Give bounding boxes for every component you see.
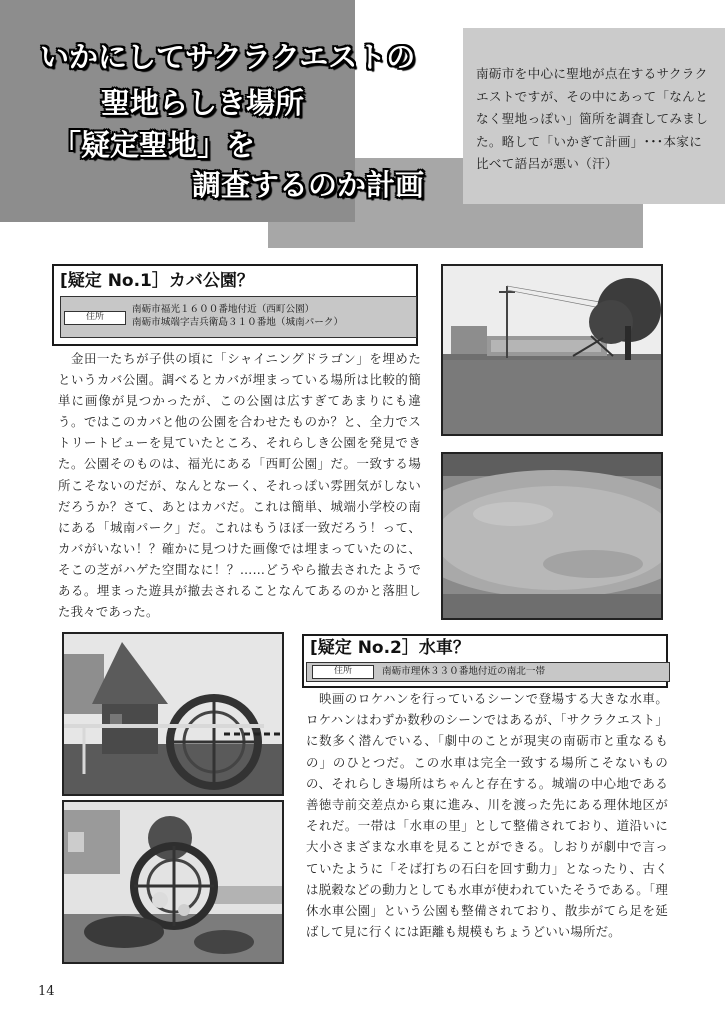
- photo-jonan-park: [441, 452, 663, 620]
- page-title-line-2: 聖地らしき場所: [101, 86, 305, 120]
- section1-title: [疑定 No.1］カバ公園？: [60, 271, 254, 291]
- page-number: 14: [38, 984, 55, 999]
- section1-body: [58, 348, 421, 622]
- section2-body: [306, 688, 668, 942]
- section2-body-paragraph: 映画のロケハンを行っているシーンで登場する大きな水車。ロケハンはわずか数秒のシーンではあるが、「サクラクエスト」に数多く潜んでいる、「劇中のことが現実の南砺市と重なるもの」のひとつだ。この水車は完全一致する場所こそないものの、それらしき場所はちゃんと存在する。城端の中心地である善徳寺前交差点から東に進み、川を渡った先にある理休地区がそれだ。一帯は「水車の里」として整備されており、道沿いに大小さまざまな水車を見ることができる。しおりが劇中で言っていたように「そば打ちの石臼を回す動力」となったり、古くは脱穀などの動力としても水車が使われていたそうである。「理休水車公園」という公園も整備されており、散歩がてら足を延ばして見に行くには距離も規模もちょうどいい場所だ。: [306, 691, 668, 940]
- section1-address-tag: 住所: [64, 311, 126, 325]
- section1-address-line-2: 南砺市城端字吉兵衛島３１０番地（城南パーク）: [132, 317, 344, 328]
- section2-address-tag: 住所: [312, 665, 374, 679]
- section2-address-line-1: 南砺市理休３３０番地付近の南北一帯: [382, 666, 546, 677]
- page-title-line-3: 「疑定聖地」を: [52, 128, 256, 162]
- page-title-line-4: 調査するのか計画: [192, 168, 425, 202]
- photo-waterwheel-garden: [62, 800, 284, 964]
- photo-waterwheel-hut: [62, 632, 284, 796]
- section1-body-paragraph: 金田一たちが子供の頃に「シャイニングドラゴン」を埋めたというカバ公園。調べるとカバが埋まっている場所は比較的簡単に画像が見つかったが、この公園は広すぎてあまりにも違う。ではこのカバと他の公園を合わせたものか？と、全力でストリートビューを見ていたところ、それらしき公園を発見できた。公園そのものは、福光にある「西町公園」だ。一致する場所こそないのだが、なんとなーく、それっぽい雰囲気がしないだろうか？さて、あとはカバだ。これは簡単、城端小学校の南にある「城南パーク」だ。これはもうほぼ一致だろう！って、カバがいない！？確かに見つけた画像では埋まっていたのに、そこの芝がハゲた空間なに！？……どうやら撤去されたようである。埋まった遊具が撤去されることなんてあるのかと落胆した我々であった。: [58, 351, 421, 620]
- intro-text: 南砺市を中心に聖地が点在するサクラクエストですが、その中にあって「なんとなく聖地っぽい」箇所を調査してみました。略して「いかぎて計画」･･･本家に比べて語呂が悪い（汗）: [476, 66, 709, 172]
- page-title-line-1: いかにしてサクラクエストの: [40, 40, 416, 74]
- photo-nishimachi-park: [441, 264, 663, 436]
- section2-title: [疑定 No.2］水車？: [310, 638, 470, 658]
- section1-address-line-1: 南砺市福光１６００番地付近（西町公園）: [132, 304, 315, 315]
